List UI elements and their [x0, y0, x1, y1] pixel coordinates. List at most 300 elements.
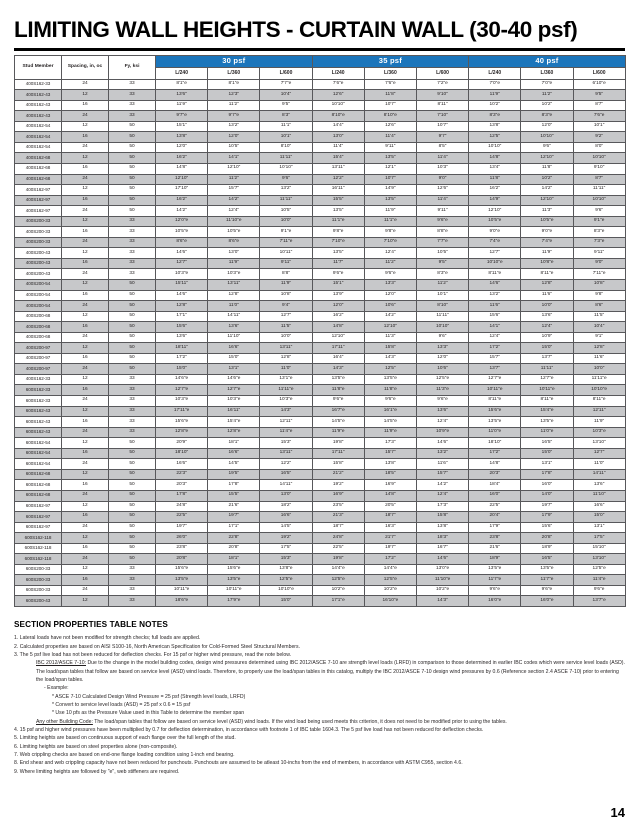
cell-height-6: 9'6"e [469, 585, 521, 596]
cell-height-3: 15'4" [312, 153, 364, 164]
cell-fy: 50 [109, 206, 156, 217]
cell-spacing: 12 [62, 343, 109, 354]
cell-fy: 50 [109, 469, 156, 480]
table-row [15, 121, 626, 132]
other-code-text: The load/span tables that follow are based on service level (ASD) wind loads. If the wind load being used meets this criterion, it does not need to be modified prior to using the tables. [92, 718, 507, 725]
cell-height-1: 13'0" [208, 248, 260, 259]
cell-height-3: 13'9" [312, 290, 364, 301]
cell-height-1: 12'7"e [208, 385, 260, 396]
cell-stud-member: 400S200-97 [15, 364, 62, 375]
cell-height-2: 12'7" [260, 311, 312, 322]
cell-spacing: 16 [62, 322, 109, 333]
cell-fy: 50 [109, 501, 156, 512]
table-row [15, 575, 626, 586]
cell-height-7: 10'2" [521, 100, 573, 111]
cell-height-0: 22'3" [156, 469, 208, 480]
cell-height-4: 12'4" [364, 248, 416, 259]
cell-height-8: 10'1" [573, 121, 625, 132]
cell-stud-member: 400S162-54 [15, 132, 62, 143]
cell-spacing: 12 [62, 374, 109, 385]
cell-height-1: 18'1" [208, 554, 260, 565]
cell-height-7: 17'8" [521, 469, 573, 480]
cell-height-2: 10'4" [260, 90, 312, 101]
cell-height-4: 14'2" [364, 311, 416, 322]
cell-height-6: 13'2" [469, 290, 521, 301]
cell-height-2: 11'9" [260, 280, 312, 291]
cell-height-2: 7'7"e [260, 79, 312, 90]
cell-height-3: 11'9"e [312, 427, 364, 438]
cell-height-8: 8'11"e [573, 396, 625, 407]
cell-height-5: 11'4" [416, 153, 468, 164]
cell-height-3: 16'7"e [312, 406, 364, 417]
cell-height-7: 18'9" [521, 543, 573, 554]
cell-height-6: 14'8" [469, 153, 521, 164]
cell-height-6: 17'2" [469, 343, 521, 354]
cell-height-4: 9'6"e [364, 269, 416, 280]
table-row [15, 269, 626, 280]
cell-height-7: 10'0" [521, 301, 573, 312]
cell-spacing: 24 [62, 459, 109, 470]
cell-spacing: 12 [62, 596, 109, 607]
cell-stud-member: 400S200-33 [15, 237, 62, 248]
cell-height-3: 14'4" [312, 121, 364, 132]
header-deflection-6: L/240 [469, 67, 521, 79]
table-row [15, 311, 626, 322]
cell-height-1: 9'7"e [208, 111, 260, 122]
cell-fy: 50 [109, 280, 156, 291]
table-row [15, 90, 626, 101]
cell-fy: 50 [109, 142, 156, 153]
cell-height-6: 8'3"e [469, 111, 521, 122]
cell-height-6: 14'6" [469, 280, 521, 291]
cell-height-0: 17'2" [156, 353, 208, 364]
cell-height-7: 11'0"e [521, 427, 573, 438]
cell-height-4: 12'5" [364, 364, 416, 375]
cell-height-6: 12'4" [469, 332, 521, 343]
cell-fy: 33 [109, 111, 156, 122]
cell-height-1: 13'6" [208, 322, 260, 333]
cell-height-2: 11'11" [260, 195, 312, 206]
cell-height-8: 11'10" [573, 490, 625, 501]
cell-height-8: 11'11" [573, 185, 625, 196]
cell-fy: 33 [109, 427, 156, 438]
cell-height-4: 13'5" [364, 153, 416, 164]
cell-height-5: 8'8"e [416, 227, 468, 238]
cell-height-3: 24'8" [312, 533, 364, 544]
cell-height-1: 12'8" [208, 290, 260, 301]
cell-fy: 50 [109, 522, 156, 533]
header-deflection-4: L/360 [364, 67, 416, 79]
table-row [15, 216, 626, 227]
cell-height-6: 21'6" [469, 543, 521, 554]
table-row [15, 469, 626, 480]
cell-stud-member: 400S162-97 [15, 206, 62, 217]
cell-height-2: 13'2" [260, 185, 312, 196]
cell-height-2: 10'11" [260, 248, 312, 259]
cell-fy: 50 [109, 533, 156, 544]
table-row [15, 564, 626, 575]
cell-height-6: 7'4"e [469, 237, 521, 248]
cell-height-8: 11'9" [573, 417, 625, 428]
cell-height-7: 9'0"e [521, 227, 573, 238]
cell-stud-member: 600S162-118 [15, 554, 62, 565]
cell-height-6: 12'7" [469, 248, 521, 259]
cell-height-6: 16'2" [469, 185, 521, 196]
cell-fy: 50 [109, 448, 156, 459]
cell-height-6: 13'7" [469, 364, 521, 375]
cell-height-2: 11'11"e [260, 385, 312, 396]
cell-height-7: 7'0"e [521, 79, 573, 90]
cell-height-7: 19'7" [521, 501, 573, 512]
cell-height-4: 11'2" [364, 258, 416, 269]
cell-height-3: 12'10" [312, 332, 364, 343]
cell-height-2: 12'5"e [260, 575, 312, 586]
cell-height-2: 13'8"e [260, 564, 312, 575]
cell-height-3: 15'8" [312, 459, 364, 470]
cell-height-3: 14'8" [312, 322, 364, 333]
cell-height-2: 11'11" [260, 153, 312, 164]
cell-height-0: 17'8" [156, 490, 208, 501]
cell-fy: 50 [109, 343, 156, 354]
cell-height-0: 10'3"e [156, 396, 208, 407]
cell-fy: 50 [109, 332, 156, 343]
cell-spacing: 12 [62, 121, 109, 132]
cell-height-3: 15'5" [312, 195, 364, 206]
cell-height-7: 12'0" [521, 121, 573, 132]
cell-height-7: 11'11" [521, 364, 573, 375]
cell-spacing: 12 [62, 311, 109, 322]
cell-height-4: 17'3" [364, 438, 416, 449]
cell-height-3: 11'7" [312, 258, 364, 269]
cell-height-1: 13'5"e [208, 575, 260, 586]
cell-height-8: 14'11" [573, 469, 625, 480]
cell-height-1: 16'6" [208, 448, 260, 459]
cell-height-0: 12'7"e [156, 385, 208, 396]
cell-stud-member: 400S200-33 [15, 227, 62, 238]
cell-height-0: 24'8" [156, 501, 208, 512]
cell-height-2: 9'6" [260, 174, 312, 185]
cell-fy: 33 [109, 596, 156, 607]
cell-height-5: 10'10" [416, 322, 468, 333]
table-row [15, 153, 626, 164]
cell-fy: 33 [109, 406, 156, 417]
cell-spacing: 24 [62, 522, 109, 533]
cell-height-3: 12'5"e [312, 575, 364, 586]
cell-height-3: 11'4" [312, 142, 364, 153]
cell-height-4: 11'9"e [364, 427, 416, 438]
cell-height-6: 14'8" [469, 459, 521, 470]
cell-fy: 50 [109, 174, 156, 185]
cell-stud-member: 400S200-54 [15, 290, 62, 301]
table-row [15, 248, 626, 259]
cell-height-3: 23'5" [312, 501, 364, 512]
cell-fy: 33 [109, 374, 156, 385]
cell-stud-member: 400S200-54 [15, 301, 62, 312]
cell-height-5: 17'3" [416, 501, 468, 512]
cell-height-6: 11'0"e [469, 427, 521, 438]
cell-height-1: 10'11"e [208, 585, 260, 596]
cell-height-7: 11'2" [521, 90, 573, 101]
cell-stud-member: 600S162-54 [15, 448, 62, 459]
cell-height-1: 12'0" [208, 132, 260, 143]
cell-height-5: 16'7" [416, 543, 468, 554]
cell-height-2: 9'4" [260, 301, 312, 312]
cell-height-7: 15'0" [521, 343, 573, 354]
cell-height-0: 15'6"e [156, 417, 208, 428]
cell-height-5: 13'6" [416, 406, 468, 417]
table-row [15, 174, 626, 185]
cell-height-0: 15'6" [156, 322, 208, 333]
cell-height-8: 15'10" [573, 543, 625, 554]
cell-height-8: 9'2" [573, 132, 625, 143]
cell-height-7: 10'5"e [521, 216, 573, 227]
cell-height-2: 14'5" [260, 522, 312, 533]
title-divider [14, 48, 625, 51]
cell-height-5: 12'4" [416, 490, 468, 501]
cell-height-4: 10'7" [364, 174, 416, 185]
cell-spacing: 24 [62, 396, 109, 407]
cell-height-6: 16'0"e [469, 596, 521, 607]
cell-fy: 33 [109, 100, 156, 111]
cell-fy: 50 [109, 543, 156, 554]
cell-height-8: 7'11"e [573, 269, 625, 280]
cell-height-5: 11'11" [416, 311, 468, 322]
header-group-row [15, 55, 626, 67]
cell-height-2: 12'2" [260, 459, 312, 470]
cell-height-0: 12'8"e [156, 427, 208, 438]
note-item-1: 1. Lateral loads have not been modified for strength checks; full loads are applied. [14, 635, 201, 642]
cell-height-6: 12'7"e [469, 374, 521, 385]
cell-height-8: 9'5" [573, 90, 625, 101]
cell-height-4: 9'11" [364, 142, 416, 153]
cell-spacing: 24 [62, 111, 109, 122]
cell-height-6: 11'6" [469, 301, 521, 312]
cell-stud-member: 400S162-43 [15, 90, 62, 101]
cell-fy: 50 [109, 322, 156, 333]
cell-height-0: 9'7"e [156, 111, 208, 122]
cell-height-5: 7'7"e [416, 237, 468, 248]
cell-height-7: 8'3"e [521, 111, 573, 122]
cell-height-5: 11'4" [416, 195, 468, 206]
cell-height-3: 13'5"e [312, 374, 364, 385]
cell-stud-member: 400S162-33 [15, 79, 62, 90]
example-bullet-1: * ASCE 7-10 Calculated Design Wind Pressure = 25 psf (Strength level loads, LRFD) [52, 693, 246, 700]
cell-stud-member: 600S162-118 [15, 543, 62, 554]
cell-height-1: 11'9" [208, 258, 260, 269]
cell-fy: 50 [109, 290, 156, 301]
cell-fy: 33 [109, 258, 156, 269]
cell-height-0: 18'10" [156, 448, 208, 459]
table-row [15, 480, 626, 491]
cell-height-0: 8'6"e [156, 237, 208, 248]
cell-height-7: 12'4" [521, 322, 573, 333]
cell-height-0: 13'8" [156, 132, 208, 143]
cell-height-4: 13'5" [364, 195, 416, 206]
table-row [15, 227, 626, 238]
cell-spacing: 16 [62, 575, 109, 586]
cell-spacing: 24 [62, 206, 109, 217]
cell-height-5: 13'0"e [416, 564, 468, 575]
cell-height-4: 18'7" [364, 512, 416, 523]
cell-height-1: 13'1" [208, 364, 260, 375]
cell-height-4: 20'5" [364, 501, 416, 512]
cell-height-0: 20'8" [156, 554, 208, 565]
cell-height-8: 10'4" [573, 322, 625, 333]
cell-fy: 50 [109, 554, 156, 565]
cell-height-0: 15'1" [156, 121, 208, 132]
cell-fy: 33 [109, 237, 156, 248]
cell-height-6: 11'8" [469, 174, 521, 185]
cell-height-1: 15'5" [208, 490, 260, 501]
cell-spacing: 24 [62, 142, 109, 153]
cell-height-0: 19'7" [156, 522, 208, 533]
cell-height-2: 15'3" [260, 438, 312, 449]
cell-fy: 50 [109, 459, 156, 470]
cell-height-8: 7'6"e [573, 111, 625, 122]
cell-height-8: 9'8" [573, 290, 625, 301]
cell-height-4: 14'4"e [364, 564, 416, 575]
cell-height-8: 12'5"e [573, 564, 625, 575]
cell-height-6: 12'10" [469, 206, 521, 217]
cell-height-0: 15'11" [156, 280, 208, 291]
cell-fy: 33 [109, 564, 156, 575]
table-row [15, 585, 626, 596]
cell-height-0: 13'5"e [156, 575, 208, 586]
cell-height-8: 9'10" [573, 164, 625, 175]
cell-height-1: 14'11" [208, 311, 260, 322]
cell-height-6: 15'6" [469, 311, 521, 322]
header-spacing: Spacing, in, oc [62, 55, 109, 79]
ibc-text: Due to the change in the model building codes, design wind pressures determined using IBC 2012/ASCE 7-10 are strength level loads (LRFD) in comparison to those determined in earlier IBC codes which were service level loads (ASD). The load/span tables that follow are based on service level (ASD) wind loads. Therefore, to properly use the load/span tables in this catalog, multiply the IBC 2012/ASCE 7-10 design wind pressures by 0.6 (Reference section 2.4 ASCE 7-10) prior to entering the load/span tables. [36, 660, 625, 683]
cell-stud-member: 600S162-43 [15, 417, 62, 428]
cell-height-4: 11'4" [364, 132, 416, 143]
limiting-wall-heights-table [14, 55, 626, 607]
cell-height-8: 13'7"e [573, 596, 625, 607]
cell-height-5: 12'4" [416, 417, 468, 428]
cell-height-5: 11'6" [416, 459, 468, 470]
cell-fy: 50 [109, 353, 156, 364]
cell-height-5: 10'6" [416, 364, 468, 375]
cell-height-6: 13'5"e [469, 564, 521, 575]
cell-height-1: 10'3"e [208, 269, 260, 280]
cell-height-2: 8'3" [260, 111, 312, 122]
cell-height-8: 9'11" [573, 248, 625, 259]
cell-height-0: 15'6"e [156, 564, 208, 575]
cell-height-5: 11'10"e [416, 575, 468, 586]
table-row [15, 301, 626, 312]
cell-height-4: 11'8"e [364, 385, 416, 396]
cell-height-7: 11'3" [521, 206, 573, 217]
table-row [15, 501, 626, 512]
header-deflection-3: L/240 [312, 67, 364, 79]
cell-stud-member: 600S200-33 [15, 564, 62, 575]
cell-height-1: 10'3"e [208, 396, 260, 407]
cell-height-7: 16'5" [521, 438, 573, 449]
cell-stud-member: 400S162-43 [15, 111, 62, 122]
cell-height-8: 9'1" [573, 332, 625, 343]
cell-height-7: 13'5"e [521, 564, 573, 575]
cell-fy: 33 [109, 396, 156, 407]
cell-height-7: 8'11"e [521, 396, 573, 407]
cell-height-8: 8'3"e [573, 227, 625, 238]
cell-height-4: 12'0" [364, 290, 416, 301]
cell-height-6: 20'4" [469, 512, 521, 523]
cell-height-2: 11'4"e [260, 427, 312, 438]
cell-height-0: 8'1"e [156, 79, 208, 90]
cell-height-4: 12'10" [364, 322, 416, 333]
cell-stud-member: 400S162-68 [15, 153, 62, 164]
cell-height-7: 12'7"e [521, 374, 573, 385]
cell-height-7: 12'8" [521, 280, 573, 291]
cell-height-4: 9'6"e [364, 396, 416, 407]
cell-height-4: 8'10"e [364, 111, 416, 122]
cell-height-2: 16'5" [260, 469, 312, 480]
header-fy: Fy, ksi [109, 55, 156, 79]
cell-height-6: 14'1" [469, 322, 521, 333]
cell-height-8: 11'5" [573, 311, 625, 322]
cell-height-4: 18'5" [364, 469, 416, 480]
table-row [15, 522, 626, 533]
cell-fy: 50 [109, 153, 156, 164]
cell-height-2: 19'2" [260, 533, 312, 544]
cell-height-8: 11'4"e [573, 575, 625, 586]
cell-spacing: 24 [62, 301, 109, 312]
cell-height-8: 10'0" [573, 364, 625, 375]
cell-height-5: 9'6" [416, 332, 468, 343]
cell-height-4: 16'1"e [364, 406, 416, 417]
cell-stud-member: 600S162-43 [15, 406, 62, 417]
table-row [15, 427, 626, 438]
header-deflection-7: L/360 [521, 67, 573, 79]
cell-fy: 33 [109, 269, 156, 280]
cell-height-0: 13'6" [156, 90, 208, 101]
ibc-paragraph [14, 659, 625, 684]
cell-height-4: 16'3" [364, 522, 416, 533]
header-group-35psf: 35 psf [312, 55, 469, 67]
cell-fy: 50 [109, 164, 156, 175]
cell-height-7: 11'6" [521, 290, 573, 301]
cell-height-0: 12'7" [156, 258, 208, 269]
cell-spacing: 12 [62, 469, 109, 480]
cell-height-4: 16'10"e [364, 596, 416, 607]
cell-height-7: 10'9" [521, 332, 573, 343]
cell-height-3: 19'8" [312, 554, 364, 565]
cell-height-4: 14'8" [364, 490, 416, 501]
cell-height-8: 6'10"e [573, 79, 625, 90]
note-item-3: 3. The 5 psf live load has not been reduced for deflection checks. For 15 psf or higher wind pressure, read the note below. [14, 651, 292, 658]
cell-fy: 33 [109, 417, 156, 428]
cell-height-4: 14'5"e [364, 417, 416, 428]
table-row [15, 448, 626, 459]
cell-height-3: 9'6"e [312, 269, 364, 280]
cell-height-2: 13'0" [260, 490, 312, 501]
cell-stud-member: 400S200-68 [15, 311, 62, 322]
cell-spacing: 24 [62, 269, 109, 280]
cell-height-0: 12'8" [156, 301, 208, 312]
table-row [15, 322, 626, 333]
note-item-7: 7. Web crippling checks are based on end-one flange loading condition using 1-inch end bearing. [14, 752, 235, 759]
cell-height-8: 9'1"e [573, 216, 625, 227]
cell-height-0: 16'2" [156, 153, 208, 164]
cell-height-8: 8'0" [573, 142, 625, 153]
cell-spacing: 16 [62, 195, 109, 206]
table-row [15, 206, 626, 217]
cell-height-4: 13'5"e [364, 374, 416, 385]
cell-height-2: 10'10" [260, 164, 312, 175]
cell-height-5: 14'3" [416, 596, 468, 607]
table-row [15, 512, 626, 523]
cell-fy: 50 [109, 512, 156, 523]
